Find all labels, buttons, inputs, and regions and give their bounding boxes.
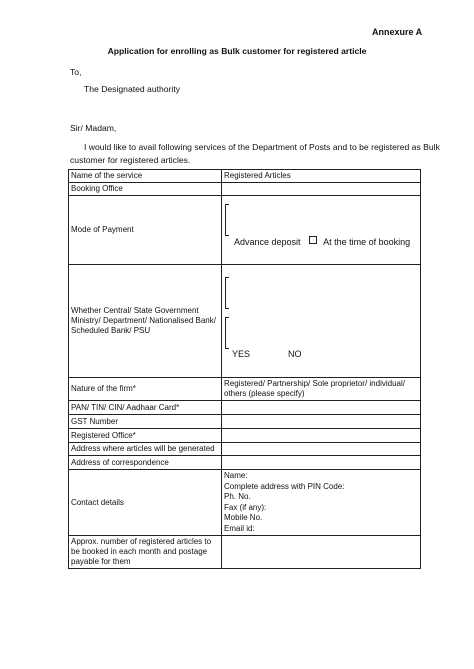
contact-name-line: Name: [224,471,248,480]
nature-of-firm-options: Registered/ Partnership/ Sole proprietor/ individual/ others (please specify) [222,378,421,401]
advance-deposit-option: Advance deposit [234,237,301,247]
bracket-mark [225,317,229,349]
table-row [69,183,421,196]
mode-of-payment-field [222,196,421,265]
registered-office-field[interactable] [222,429,421,443]
annexure-label: Annexure A [372,27,423,37]
table-row [69,470,421,536]
no-option[interactable]: NO [288,349,302,359]
gst-field[interactable] [222,415,421,429]
header-cell: Name of the service [69,170,222,183]
contact-mobile-line: Mobile No. [224,513,263,522]
approx-number-label: Approx. number of registered articles to be booked in each month and postage payable for them [69,536,222,569]
address-generated-label: Address where articles will be generated [69,443,222,456]
table-row [69,196,421,265]
salutation: Sir/ Madam, [70,123,117,133]
table-row [69,443,421,456]
approx-number-field[interactable] [222,536,421,569]
booking-office-label: Booking Office [69,183,222,196]
table-row [69,378,421,401]
address-correspondence-label: Address of correspondence [69,456,222,470]
checkbox-icon[interactable] [309,236,317,244]
table-row [69,265,421,378]
yes-option[interactable]: YES [232,349,251,359]
contact-email-line: Email id: [224,523,255,533]
pan-label: PAN/ TIN/ CIN/ Aadhaar Card* [69,401,222,415]
contact-phone-line: Ph. No. [224,492,251,501]
table-row [69,536,421,569]
table-row [69,429,421,443]
intro-paragraph: I would like to avail following services of the Department of Posts and to be registered as Bulk customer for registered articles. [70,142,440,165]
bracket-mark [225,204,229,236]
govt-question-label: Whether Central/ State Government Ministry/ Department/ Nationalised Bank/ Scheduled Bank/ PSU [69,265,222,378]
booking-office-field[interactable] [222,183,421,196]
mode-of-payment-label: Mode of Payment [69,196,222,265]
registered-office-label: Registered Office* [69,429,222,443]
table-row [69,456,421,470]
table-row [69,415,421,429]
contact-address-line: Complete address with PIN Code: [224,481,345,491]
pan-field[interactable] [222,401,421,415]
document-title: Application for enrolling as Bulk customer for registered article [107,46,367,56]
gst-label: GST Number [69,415,222,429]
govt-question-field [222,265,421,378]
time-of-booking-option: At the time of booking [323,237,411,247]
address-generated-field[interactable] [222,443,421,456]
table-row [69,401,421,415]
address-correspondence-field[interactable] [222,456,421,470]
contact-fax-line: Fax (if any): [224,502,267,512]
table-row [69,170,421,183]
addressee: The Designated authority [84,84,181,94]
contact-details-field [222,470,421,536]
contact-details-label: Contact details [69,470,222,536]
bracket-mark [225,277,229,309]
nature-of-firm-label: Nature of the firm* [69,378,222,401]
application-form-table [68,169,421,569]
to-label: To, [70,67,82,77]
header-cell: Registered Articles [222,170,421,183]
